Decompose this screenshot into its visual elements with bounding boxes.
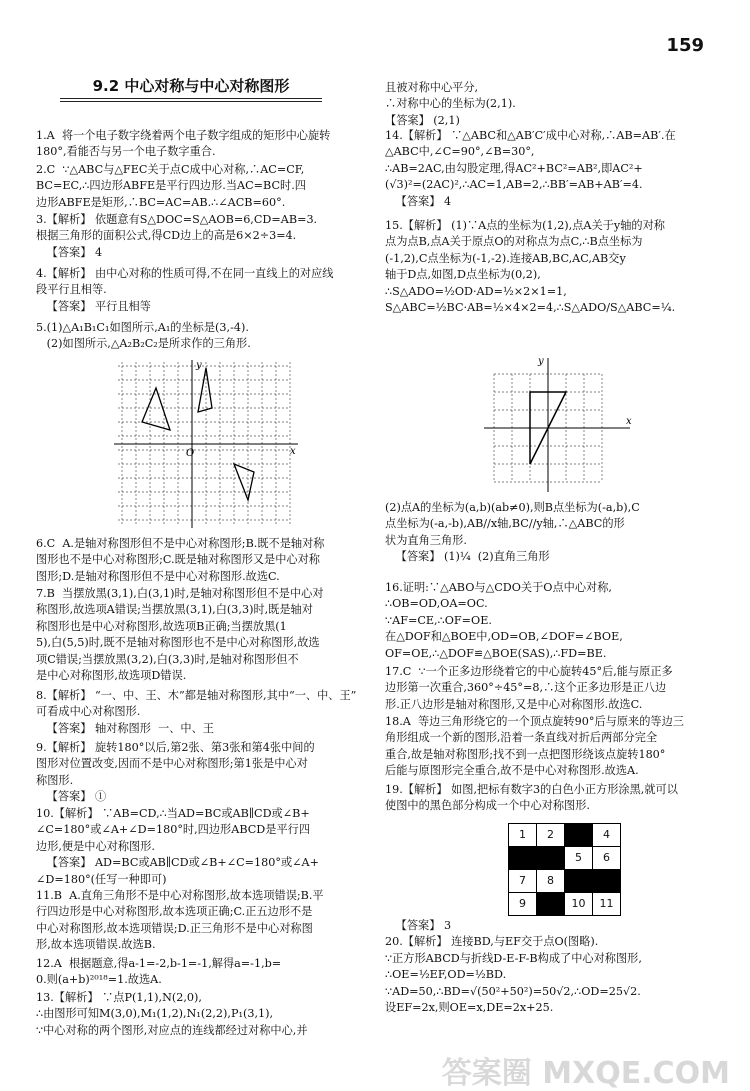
left-paragraph: 6.C A.是轴对称图形但不是中心对称图形;B.既不是轴对称 图形也不是中心对称图形;C.既是轴对称图形又是中心对称 图形;D.是轴对称图形但不是中心对称图形.故选C. — [36, 537, 325, 583]
grid-cell — [565, 870, 593, 893]
left-paragraph: 3.【解析】 依题意有S△DOC=S△AOB=6,CD=AB=3. 根据三角形的面积公式,得CD边上的高是6×2÷3=4. 【答案】 4 — [36, 213, 318, 259]
q5-coordinate-figure — [112, 358, 302, 534]
left-paragraph: 12.A 根据题意,得a-1=-2,b-1=-1,解得a=-1,b= 0.则(a+b)²⁰¹⁸=1.故选A. — [36, 957, 282, 987]
right-paragraph: 且被对称中心平分, ∴对称中心的坐标为(2,1). 【答案】 (2,1) — [385, 81, 516, 127]
section-title: 9.2 中心对称与中心对称图形 — [60, 74, 322, 102]
grid-cell: 4 — [593, 824, 621, 847]
left-paragraph: 7.B 当摆放黑(3,1),白(3,1)时,是轴对称图形但不是中心对 称图形,故选项A错误;当摆放黑(3,1),白(3,3)时,既是轴对 称图形也是中心对称图形,故选项B正确;当摆放黑(1 5),白(5,5)时,既不是轴对称图形也不是中心对称图形,故选 项C错误;当摆放黑(3,2),白(3,3)时,是轴对称图形但不 是中心对称图形,故选项D错误. — [36, 587, 324, 683]
right-paragraph: 17.C ∵一个正多边形绕着它的中心旋转45°后,能与原正多 边形第一次重合,360°÷45°=8,∴这个正多边形是正八边 形.正八边形是轴对称图形,又是中心对称图形.故选C. — [385, 665, 673, 711]
grid-cell: 10 — [565, 893, 593, 916]
left-paragraph: 8.【解析】 “一、中、王、木”都是轴对称图形,其中“一、中、王” 可看成中心对称图形. 【答案】 轴对称图形 一、中、王 — [36, 689, 357, 735]
right-paragraph: 【答案】 3 20.【解析】 连接BD,与EF交于点O(图略). ∵正方形ABCD与折线D-E-F-B构成了中心对称图形, ∴OE=½EF,OD=½BD. ∵AD=50,∴BD=√(50²+50²)=50√2,∴OD=25√2. 设EF=2x,则OE=x,DE=2x+25. — [385, 919, 642, 1015]
q19-square-grid — [508, 823, 621, 916]
watermark: 答案圈 MXQE.COM — [441, 1055, 730, 1091]
left-paragraph: 5.(1)△A₁B₁C₁如图所示,A₁的坐标是(3,-4). (2)如图所示,△A₂B₂C₂是所求作的三角形. — [36, 321, 251, 351]
grid-cell: 11 — [593, 893, 621, 916]
page-number: 159 — [666, 35, 704, 56]
right-paragraph: 14.【解析】 ∵△ABC和△AB′C′成中心对称,∴AB=AB′.在 △ABC中,∠C=90°,∠B=30°, ∴AB=2AC,由勾股定理,得AC²+BC²=AB²,即AC²+ (√3)²=(2AC)²,∴AC=1,AB=2,∴BB′=AB+AB′=4. 【答案】 4 — [385, 129, 676, 208]
left-paragraph: 13.【解析】 ∵点P(1,1),N(2,0), ∴由图形可知M(3,0),M₁(1,2),N₁(2,2),P₁(3,1), ∵中心对称的两个图形,对应点的连线都经过对称中心,并 — [36, 991, 308, 1037]
grid-cell: 7 — [509, 870, 537, 893]
left-paragraph: 1.A 将一个电子数字绕着两个电子数字组成的矩形中心旋转 180°,看能否与另一个电子数字重合. — [36, 129, 331, 159]
right-paragraph: 18.A 等边三角形绕它的一个顶点旋转90°后与原来的等边三 角形组成一个新的图形,沿着一条直线对折后两部分完全 重合,故是轴对称图形;找不到一点把图形绕该点旋转180° 后能与原图形完全重合,故不是中心对称图形.故选A. — [385, 715, 684, 778]
right-paragraph: 15.【解析】 (1)∵A点的坐标为(1,2),点A关于y轴的对称 点为点B,点A关于原点O的对称点为点C,∴B点坐标为 (-1,2),C点坐标为(-1,-2).连接AB,BC,AC,AB交y 轴于D点,如图,D点坐标为(0,2), ∴S△ADO=½OD·AD=½×2×1=1, S△ABC=½BC·AB=½×4×2=4,∴S△ADO/S△ABC=¼. — [385, 219, 676, 315]
y-label: y — [538, 356, 544, 367]
left-paragraph: 9.【解析】 旋转180°以后,第2张、第3张和第4张中间的 图形对位置改变,因而不是中心对称图形;第1张是中心对 称图形. 【答案】 ① — [36, 741, 315, 804]
x-label: x — [290, 446, 296, 457]
left-paragraph: 10.【解析】 ∵AB=CD,∴当AD=BC或AB∥CD或∠B+ ∠C=180°或∠A+∠D=180°时,四边形ABCD是平行四 边形,便是中心对称图形. 【答案】 AD=BC或AB∥CD或∠B+∠C=180°或∠A+ ∠D=180°(任写一种即可) — [36, 807, 320, 886]
grid-cell — [509, 847, 537, 870]
right-paragraph: (2)点A的坐标为(a,b)(ab≠0),则B点坐标为(-a,b),C 点坐标为(-a,-b),AB//x轴,BC//y轴,∴△ABC的形 状为直角三角形. 【答案】 (1)¼ (2)直角三角形 — [385, 501, 640, 564]
grid-cell: 6 — [593, 847, 621, 870]
y-label: y — [196, 360, 202, 371]
grid-cell: 2 — [537, 824, 565, 847]
grid-cell: 5 — [565, 847, 593, 870]
triangle-a2b2c2 — [198, 368, 212, 412]
q15-coordinate-figure — [480, 354, 640, 496]
grid-cell — [537, 893, 565, 916]
triangle-a1b1c1 — [234, 464, 254, 500]
left-paragraph: 2.C ∵△ABC与△FEC关于点C成中心对称,∴AC=CF, BC=EC,∴四边形ABFE是平行四边形.当AC=BC时.四 边形ABFE是矩形,∴BC=AC=AB.∴∠ACB=60°. — [36, 163, 306, 209]
grid-cell — [593, 870, 621, 893]
left-paragraph: 11.B A.直角三角形不是中心对称图形,故本选项错误;B.平 行四边形是中心对称图形,故本选项正确;C.正五边形不是 中心对称图形,故本选项错误;D.正三角形不是中心对称图 形,故本选项错误.故选B. — [36, 889, 324, 952]
right-paragraph: 19.【解析】 如图,把标有数字3的白色小正方形涂黑,就可以 使图中的黑色部分构成一个中心对称图形. — [385, 783, 678, 813]
grid-cell — [565, 824, 593, 847]
left-paragraph: 4.【解析】 由中心对称的性质可得,不在同一直线上的对应线 段平行且相等. 【答案】 平行且相等 — [36, 267, 334, 313]
right-paragraph: 16.证明:∵△ABO与△CDO关于O点中心对称, ∴OB=OD,OA=OC. ∵AF=CE,∴OF=OE. 在△DOF和△BOE中,OD=OB,∠DOF=∠BOE, OF=OE,∴△DOF≌△BOE(SAS),∴FD=BE. — [385, 581, 623, 660]
origin-label: O — [186, 448, 195, 459]
x-label: x — [626, 416, 632, 427]
grid-cell: 8 — [537, 870, 565, 893]
grid-cell: 9 — [509, 893, 537, 916]
grid-cell: 1 — [509, 824, 537, 847]
grid-cell — [537, 847, 565, 870]
